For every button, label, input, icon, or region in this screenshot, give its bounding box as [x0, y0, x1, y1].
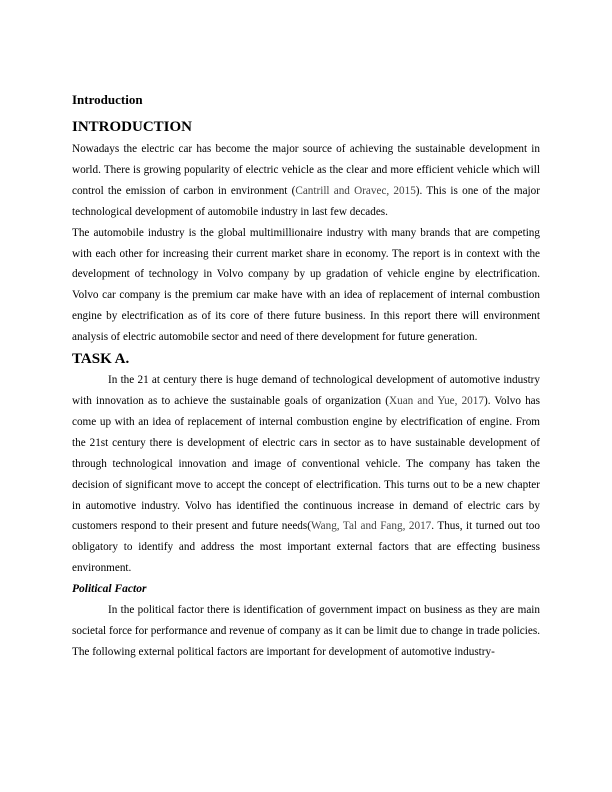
task-a-paragraph: [72, 370, 540, 579]
citation-xuan-yue: Xuan and Yue, 2017: [389, 394, 484, 407]
task-p-text-end: . Thus, it turned out too obligatory to identify and address the most important external factors that are effecting business environment.: [72, 520, 540, 575]
intro-p1-text-end: ). This is one of the major technological development of automobile industry in last few decades.: [72, 184, 540, 218]
task-a-heading: TASK A.: [72, 351, 130, 368]
introduction-heading: Introduction: [72, 92, 143, 107]
task-p-text-start: In the 21 at century there is huge demand of technological development of automotive industry with innovation as to achieve the sustainable goals of organization (: [72, 374, 540, 407]
intro-paragraph-2: The automobile industry is the global multimillionaire industry with many brands that are competing with each other for increasing their current market share in economy. The report is in context with the development of technology in Volvo company by up gradation of vehicle engine by electrification. Volvo car company is the premium car make have with an idea of replacement of internal combustion engine by electrification as of its core of there future business. In this report there will environment analysis of electric automobile sector and need of there development for future generation.: [72, 226, 540, 344]
intro-p1-text-start: Nowadays the electric car has become the major source of achieving the sustainable development in world. There is growing popularity of electric vehicle as the clear and more efficient vehicle which will control the emission of carbon in environment (: [72, 143, 540, 197]
political-factor-heading: Political Factor: [72, 583, 147, 596]
citation-cantrill-oravec: Cantrill and Oravec, 2015: [295, 184, 416, 197]
citation-wang-tal-fang: Wang, Tal and Fang, 2017: [310, 520, 432, 533]
task-p-text-middle: ). Volvo has come up with an idea of replacement of internal combustion engine by electrification of engine. From the 21st century there is development of electric cars in sector as to have sustainable development of through technological innovation and image of conventional vehicle. The company has taken the decision of significant move to accept the concept of electrification. This turns out to be a new chapter in automotive industry. Volvo has identified the continuous increase in demand of electric cars by customers respond to their present and future needs(: [72, 394, 540, 533]
political-factor-paragraph: In the political factor there is identification of government impact on business as they are main societal force for performance and revenue of company as it can be limit due to change in trade policies. The following external political factors are important for development of automotive industry-: [72, 604, 540, 658]
introduction-caps-heading: INTRODUCTION: [72, 119, 193, 135]
intro-paragraph-1: [72, 139, 540, 223]
